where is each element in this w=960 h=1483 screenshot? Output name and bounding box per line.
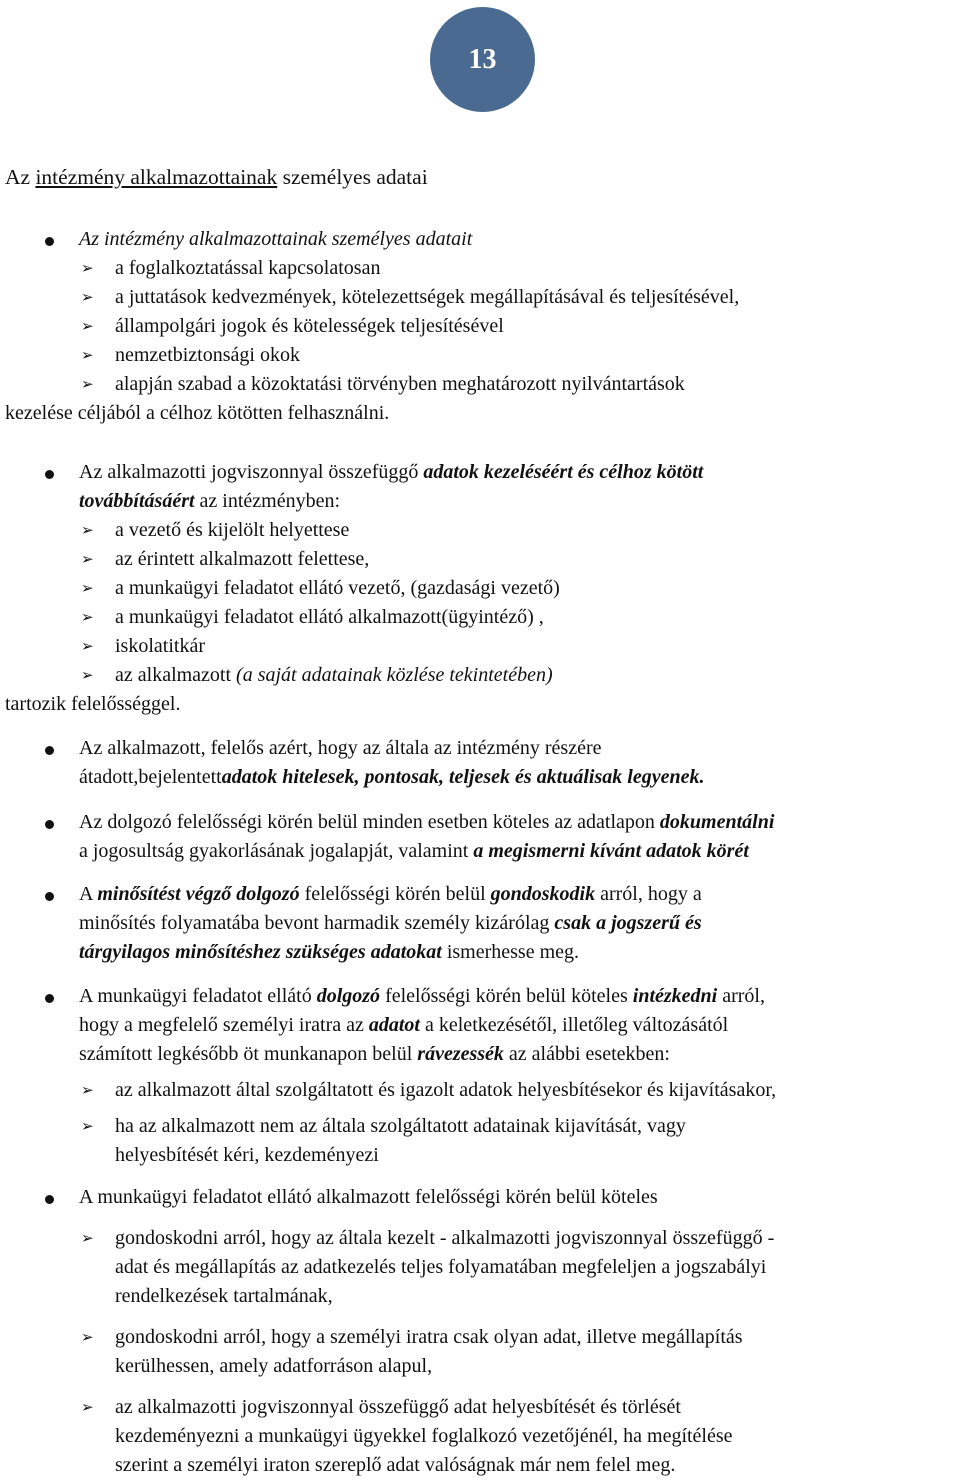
- emphasis: intézkedni: [632, 985, 718, 1007]
- section-personal-data: [5, 225, 960, 428]
- text: számított legkésőbb öt munkanapon belül: [79, 1043, 418, 1065]
- text: az intézményben:: [194, 490, 341, 512]
- emphasis: tárgyilagos minősítéshez szükséges adatokat: [79, 941, 442, 963]
- arrow-bullet-icon: ➢: [81, 608, 94, 626]
- bullet-dot: [45, 820, 54, 829]
- list-item: gondoskodni arról, hogy a személyi iratra csak olyan adat, illetve megállapítás: [115, 1326, 743, 1348]
- arrow-bullet-icon: ➢: [81, 521, 94, 539]
- list-item: a munkaügyi feladatot ellátó alkalmazott(ügyintéző) ,: [115, 606, 544, 628]
- text: ismerhesse meg.: [441, 941, 579, 963]
- text: A munkaügyi feladatot ellátó: [79, 985, 317, 1007]
- section-rating: [5, 880, 960, 967]
- emphasis: a megismerni kívánt adatok körét: [473, 840, 749, 862]
- list-item: gondoskodni arról, hogy az általa kezelt - alkalmazotti jogviszonnyal összefüggő -: [115, 1227, 775, 1249]
- list-item: nemzetbiztonsági okok: [115, 344, 300, 366]
- list-item: alapján szabad a közoktatási törvényben meghatározott nyilvántartások: [115, 373, 685, 395]
- list-item: a foglalkoztatással kapcsolatosan: [115, 257, 381, 279]
- arrow-bullet-icon: ➢: [81, 637, 94, 655]
- bullet-dot: [45, 470, 54, 479]
- emphasis: adatok kezeléséért és célhoz kötött: [423, 461, 704, 483]
- text: Az alkalmazotti jogviszonnyal összefüggő: [79, 461, 424, 483]
- list-item: a juttatások kedvezmények, kötelezettségek megállapításával és teljesítésével,: [115, 286, 740, 308]
- text: felelősségi körén belül köteles: [380, 985, 633, 1007]
- emphasis: adatot: [368, 1014, 420, 1036]
- list-item-continuation: szerint a személyi iraton szereplő adat valóságnak már nem felel meg.: [115, 1454, 676, 1476]
- list-item: a munkaügyi feladatot ellátó vezető, (gazdasági vezető): [115, 577, 560, 599]
- list-item: ha az alkalmazott nem az általa szolgáltatott adatainak kijavítását, vagy: [115, 1115, 686, 1137]
- page-number-badge: [430, 7, 535, 112]
- section-hr-duties: [5, 982, 960, 1170]
- list-item: iskolatitkár: [115, 635, 205, 657]
- section-documentation: [5, 808, 960, 866]
- emphasis: dokumentálni: [659, 811, 775, 833]
- text: A munkaügyi feladatot ellátó alkalmazott felelősségi körén belül köteles: [79, 1186, 658, 1208]
- emphasis: adatok hitelesek, pontosak, teljesek és aktuálisak legyenek.: [221, 766, 705, 788]
- arrow-bullet-icon: ➢: [81, 666, 94, 684]
- text: hogy a megfelelő személyi iratra az: [79, 1014, 369, 1036]
- text: felelősségi körén belül: [299, 883, 491, 905]
- list-item-continuation: rendelkezések tartalmának,: [115, 1285, 333, 1307]
- bullet-dot: [45, 746, 54, 755]
- arrow-bullet-icon: ➢: [81, 1398, 94, 1416]
- list-item-continuation: adat és megállapítás az adatkezelés teljes folyamatában megfeleljen a jogszabályi: [115, 1256, 767, 1278]
- list-item: az alkalmazott által szolgáltatott és igazolt adatok helyesbítésekor és kijavításakor,: [115, 1079, 777, 1101]
- heading-underlined: intézmény alkalmazottainak: [35, 165, 278, 189]
- arrow-bullet-icon: ➢: [81, 1117, 94, 1135]
- emphasis: rávezessék: [417, 1043, 504, 1065]
- list-item-continuation: kezdeményezni a munkaügyi ügyekkel foglalkozó vezetőjénél, ha megítélése: [115, 1425, 733, 1447]
- text: Az dolgozó felelősségi körén belül minden esetben köteles az adatlapon: [79, 811, 660, 833]
- list-item: állampolgári jogok és kötelességek teljesítésével: [115, 315, 504, 337]
- text: az alkalmazott: [115, 664, 237, 686]
- emphasis: gondoskodik: [490, 883, 596, 905]
- text: A: [79, 883, 98, 905]
- page-number: 13: [468, 44, 497, 75]
- bullet-dot: [45, 994, 54, 1003]
- section-accuracy: [5, 734, 960, 792]
- arrow-bullet-icon: ➢: [81, 1229, 94, 1247]
- emphasis: (a saját adatainak közlése tekintetében): [236, 664, 553, 686]
- text: arról, hogy a: [595, 883, 702, 905]
- bullet-dot: [45, 1195, 54, 1204]
- heading-post: személyes adatai: [277, 165, 428, 189]
- bullet-dot: [45, 892, 54, 901]
- text: az alábbi esetekben:: [503, 1043, 670, 1065]
- list-item: a vezető és kijelölt helyettese: [115, 519, 350, 541]
- arrow-bullet-icon: ➢: [81, 1328, 94, 1346]
- arrow-bullet-icon: ➢: [81, 288, 94, 306]
- emphasis: dolgozó: [316, 985, 381, 1007]
- text: a keletkezésétől, illetőleg változásától: [420, 1014, 729, 1036]
- list-item: az alkalmazotti jogviszonnyal összefüggő adat helyesbítését és törlését: [115, 1396, 681, 1418]
- arrow-bullet-icon: ➢: [81, 550, 94, 568]
- emphasis: minősítést végző dolgozó: [97, 883, 300, 905]
- arrow-bullet-icon: ➢: [81, 317, 94, 335]
- continuation-text: tartozik felelősséggel.: [5, 693, 181, 715]
- list-item: az érintett alkalmazott felettese,: [115, 548, 370, 570]
- arrow-bullet-icon: ➢: [81, 259, 94, 277]
- arrow-bullet-icon: ➢: [81, 1081, 94, 1099]
- arrow-bullet-icon: ➢: [81, 375, 94, 393]
- section-heading: [5, 163, 428, 192]
- bullet-dot: [45, 237, 54, 246]
- bullet-text: Az intézmény alkalmazottainak személyes adatait: [79, 228, 473, 250]
- section-hr-employee: [5, 1183, 960, 1480]
- heading-pre: Az: [5, 165, 36, 189]
- list-item-continuation: kerülhessen, amely adatforráson alapul,: [115, 1355, 433, 1377]
- continuation-text: kezelése céljából a célhoz kötötten felhasználni.: [5, 402, 390, 424]
- arrow-bullet-icon: ➢: [81, 346, 94, 364]
- text: Az alkalmazott, felelős azért, hogy az általa az intézmény részére: [79, 737, 602, 759]
- text: minősítés folyamatába bevont harmadik személy kizárólag: [79, 912, 555, 934]
- list-item-continuation: helyesbítését kéri, kezdeményezi: [115, 1144, 379, 1166]
- arrow-bullet-icon: ➢: [81, 579, 94, 597]
- emphasis: továbbításáért: [79, 490, 195, 512]
- text: arról,: [717, 985, 765, 1007]
- emphasis: csak a jogszerű és: [554, 912, 702, 934]
- text: átadott,bejelentett: [79, 766, 222, 788]
- text: a jogosultság gyakorlásának jogalapját, valamint: [79, 840, 474, 862]
- section-responsibility: [5, 458, 960, 719]
